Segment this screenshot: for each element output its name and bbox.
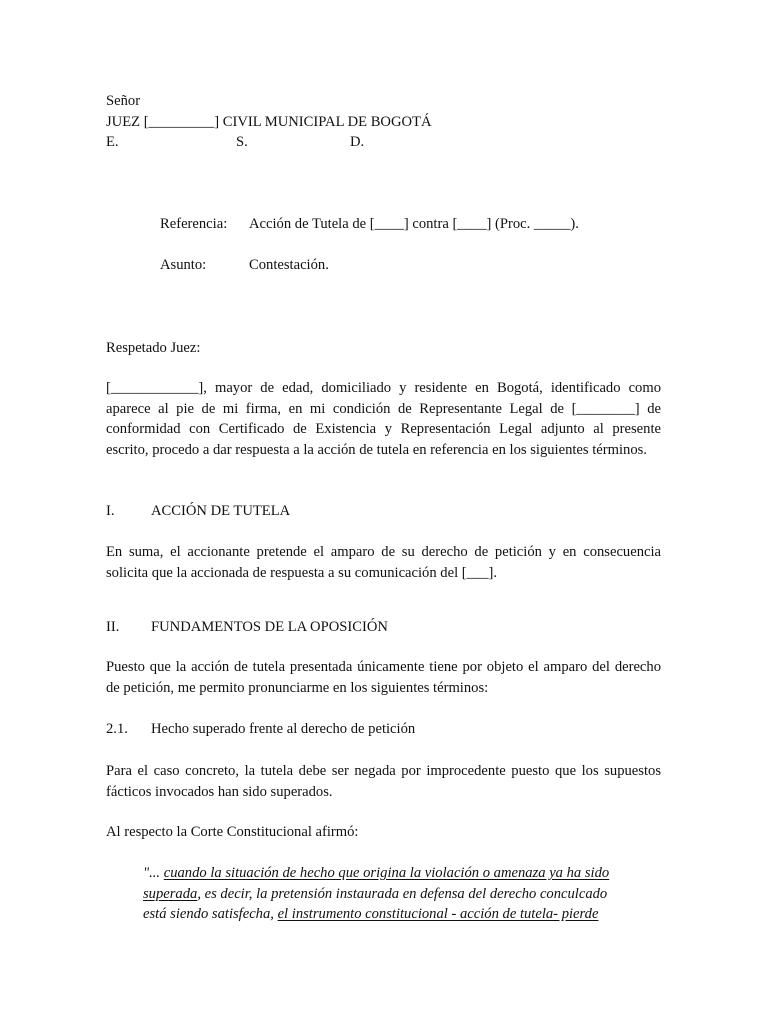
paragraph-line: fácticos invocados han sido superados. — [106, 783, 333, 800]
quote-line — [143, 884, 628, 905]
quote-line — [143, 904, 628, 925]
paragraph-line: solicita que la accionada de respuesta a su comunicación del [___]. — [106, 564, 498, 581]
case-paragraph — [106, 761, 661, 802]
esd-d: D. — [350, 134, 365, 150]
intro-line: escrito, procedo a dar respuesta a la acción de tutela en referencia en los siguientes términos. — [106, 441, 647, 458]
quote-text: está siendo satisfecha, — [143, 906, 278, 923]
subsection-number: 2.1. — [106, 721, 128, 737]
quote-underlined-text: cuando la situación de hecho que origina la violación o amenaza ya ha sido — [163, 865, 610, 881]
section-title: FUNDAMENTOS DE LA OPOSICIÓN — [151, 619, 388, 635]
salutation: Señor — [106, 93, 141, 109]
intro-line: aparece al pie de mi firma, en mi condición de Representante Legal de [________] de — [106, 400, 661, 417]
esd-s: S. — [236, 134, 248, 150]
section-title: ACCIÓN DE TUTELA — [151, 503, 291, 519]
quote-text: , es decir, la pretensión instaurada en defensa del derecho conculcado — [197, 885, 608, 902]
paragraph-line: Para el caso concreto, la tutela debe ser negada por improcedente puesto que los supuestos — [106, 763, 661, 779]
subject-label: Asunto: — [160, 257, 207, 273]
paragraph-line: Puesto que la acción de tutela presentada únicamente tiene por objeto el amparo del derecho — [106, 659, 661, 675]
section-number: I. — [106, 503, 115, 519]
section-number: II. — [106, 619, 120, 635]
paragraph-line: En suma, el accionante pretende el amparo de su derecho de petición y en consecuencia — [106, 544, 661, 560]
quote-text: "... — [143, 865, 164, 881]
intro-line: conformidad con Certificado de Existencia y Representación Legal adjunto al presente — [106, 421, 661, 438]
quote-underlined-text: superada — [143, 885, 198, 902]
intro-line: [____________], mayor de edad, domiciliado y residente en Bogotá, identificado como — [106, 380, 661, 396]
section2-paragraph — [106, 657, 661, 698]
court-quote — [143, 863, 628, 925]
quote-line — [143, 863, 628, 884]
reference-value: Acción de Tutela de [____] contra [____] (Proc. _____). — [249, 216, 579, 232]
subsection-title: Hecho superado frente al derecho de petición — [151, 721, 416, 737]
quote-underlined-text: el instrumento constitucional - acción de tutela- pierde — [277, 906, 599, 923]
intro-paragraph — [106, 378, 661, 460]
reference-label: Referencia: — [160, 216, 228, 232]
subject-value: Contestación. — [249, 257, 329, 273]
paragraph-line: de petición, me permito pronunciarme en los siguientes términos: — [106, 679, 489, 696]
recipient-line: JUEZ [_________] CIVIL MUNICIPAL DE BOGOTÁ — [106, 114, 432, 130]
esd-e: E. — [106, 134, 119, 150]
greeting: Respetado Juez: — [106, 340, 201, 356]
section1-paragraph — [106, 542, 661, 583]
court-intro: Al respecto la Corte Constitucional afirmó: — [106, 824, 359, 840]
